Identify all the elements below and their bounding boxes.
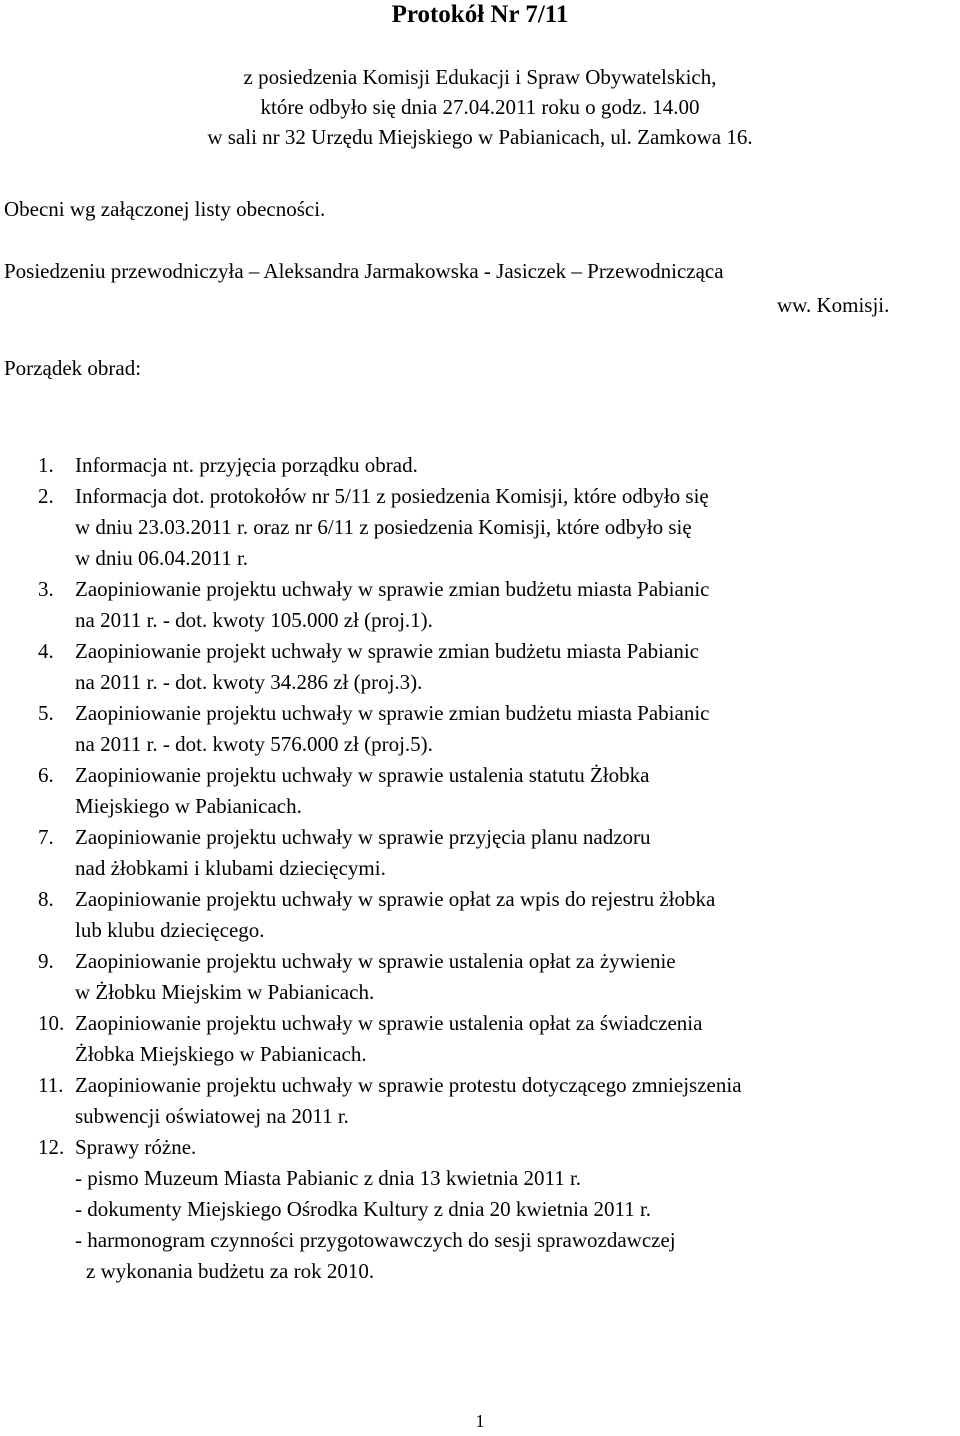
agenda-item <box>0 574 960 636</box>
agenda-item-continuation: lub klubu dziecięcego. <box>75 918 265 942</box>
agenda-item <box>0 450 960 481</box>
agenda-item <box>0 760 960 822</box>
agenda-item <box>0 1070 960 1132</box>
agenda-item <box>0 481 960 574</box>
agenda-item-continuation: - dokumenty Miejskiego Ośrodka Kultury z dnia 20 kwietnia 2011 r. <box>75 1197 652 1221</box>
agenda-item-continuation: w dniu 23.03.2011 r. oraz nr 6/11 z posiedzenia Komisji, które odbyło się <box>75 515 692 539</box>
chair-line-continued: ww. Komisji. <box>777 293 890 317</box>
attendance-note: Obecni wg załączonej listy obecności. <box>4 197 326 221</box>
agenda-item-continuation: - harmonogram czynności przygotowawczych do sesji sprawozdawczej <box>75 1228 676 1252</box>
agenda-item-text: Sprawy różne. <box>75 1135 197 1159</box>
agenda-item <box>0 698 960 760</box>
agenda-item-text: Zaopiniowanie projektu uchwały w sprawie zmian budżetu miasta Pabianic <box>75 577 710 601</box>
chair-line: Posiedzeniu przewodniczyła – Aleksandra Jarmakowska - Jasiczek – Przewodnicząca <box>4 259 724 283</box>
meeting-info-line: w sali nr 32 Urzędu Miejskiego w Pabianicach, ul. Zamkowa 16. <box>207 125 753 149</box>
agenda-item-number: 1. <box>38 453 54 477</box>
agenda-item-number: 11. <box>38 1073 64 1097</box>
agenda-item-text: Zaopiniowanie projektu uchwały w sprawie ustalenia statutu Żłobka <box>75 763 650 787</box>
agenda-item-continuation: subwencji oświatowej na 2011 r. <box>75 1104 349 1128</box>
agenda-item-continuation: na 2011 r. - dot. kwoty 34.286 zł (proj.3). <box>75 670 423 694</box>
agenda-item-continuation: z wykonania budżetu za rok 2010. <box>86 1259 375 1283</box>
agenda-item-text: Zaopiniowanie projektu uchwały w sprawie protestu dotyczącego zmniejszenia <box>75 1073 742 1097</box>
agenda-item-continuation: w Żłobku Miejskim w Pabianicach. <box>75 980 375 1004</box>
agenda-item-continuation: Żłobka Miejskiego w Pabianicach. <box>75 1042 367 1066</box>
agenda-item-number: 3. <box>38 577 54 601</box>
agenda-item-number: 10. <box>38 1011 65 1035</box>
agenda-list <box>0 450 960 1287</box>
agenda-item <box>0 1008 960 1070</box>
agenda-item-number: 4. <box>38 639 54 663</box>
agenda-item <box>0 822 960 884</box>
agenda-item-continuation: w dniu 06.04.2011 r. <box>75 546 249 570</box>
meeting-info <box>0 62 960 152</box>
agenda-item <box>0 884 960 946</box>
agenda-item-text: Informacja nt. przyjęcia porządku obrad. <box>75 453 418 477</box>
document-title: Protokół Nr 7/11 <box>391 1 569 28</box>
page-number: 1 <box>475 1411 485 1431</box>
agenda-item-number: 7. <box>38 825 54 849</box>
agenda-item <box>0 1132 960 1287</box>
agenda-item-text: Zaopiniowanie projektu uchwały w sprawie ustalenia opłat za świadczenia <box>75 1011 703 1035</box>
agenda-item-continuation: na 2011 r. - dot. kwoty 576.000 zł (proj.5). <box>75 732 433 756</box>
meeting-info-line: które odbyło się dnia 27.04.2011 roku o godz. 14.00 <box>260 95 700 119</box>
agenda-item-number: 8. <box>38 887 54 911</box>
agenda-item-continuation: - pismo Muzeum Miasta Pabianic z dnia 13 kwietnia 2011 r. <box>75 1166 582 1190</box>
agenda-item-continuation: Miejskiego w Pabianicach. <box>75 794 302 818</box>
agenda-item-text: Zaopiniowanie projekt uchwały w sprawie zmian budżetu miasta Pabianic <box>75 639 699 663</box>
agenda-item-number: 2. <box>38 484 54 508</box>
agenda-item-continuation: na 2011 r. - dot. kwoty 105.000 zł (proj.1). <box>75 608 433 632</box>
agenda-item-number: 5. <box>38 701 54 725</box>
agenda-item-text: Zaopiniowanie projektu uchwały w sprawie przyjęcia planu nadzoru <box>75 825 651 849</box>
agenda-item-number: 12. <box>38 1135 65 1159</box>
meeting-info-line: z posiedzenia Komisji Edukacji i Spraw Obywatelskich, <box>243 65 717 89</box>
agenda-item-number: 9. <box>38 949 54 973</box>
agenda-item-text: Zaopiniowanie projektu uchwały w sprawie opłat za wpis do rejestru żłobka <box>75 887 716 911</box>
agenda-item-text: Zaopiniowanie projektu uchwały w sprawie zmian budżetu miasta Pabianic <box>75 701 710 725</box>
agenda-item-text: Zaopiniowanie projektu uchwały w sprawie ustalenia opłat za żywienie <box>75 949 676 973</box>
agenda-item-number: 6. <box>38 763 54 787</box>
agenda-heading: Porządek obrad: <box>4 356 142 380</box>
agenda-item-continuation: nad żłobkami i klubami dziecięcymi. <box>75 856 386 880</box>
agenda-item-text: Informacja dot. protokołów nr 5/11 z posiedzenia Komisji, które odbyło się <box>75 484 709 508</box>
agenda-item <box>0 636 960 698</box>
agenda-item <box>0 946 960 1008</box>
